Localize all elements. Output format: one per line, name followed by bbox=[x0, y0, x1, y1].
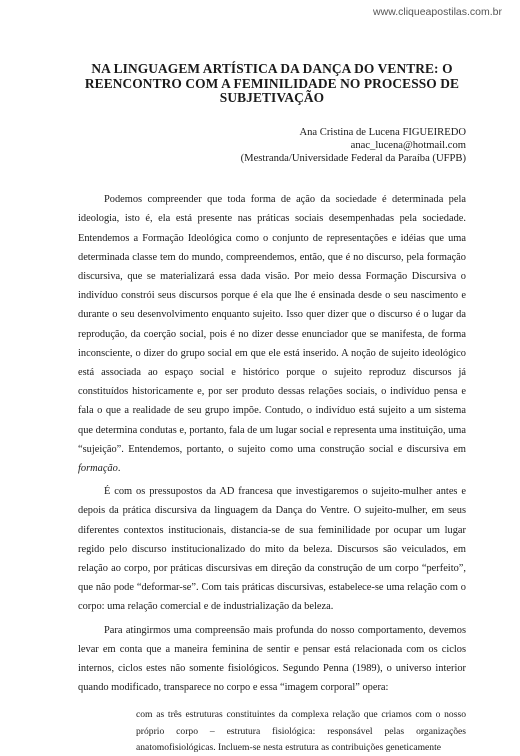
paragraph-1-emphasis: formação bbox=[78, 462, 118, 474]
document-page bbox=[78, 62, 466, 756]
author-name: Ana Cristina de Lucena FIGUEIREDO bbox=[299, 126, 466, 138]
author-block bbox=[78, 126, 466, 166]
site-url: www.cliqueapostilas.com.br bbox=[373, 6, 502, 18]
title-line-1: NA LINGUAGEM ARTÍSTICA DA DANÇA DO VENTRE: O bbox=[91, 61, 453, 76]
document-title bbox=[78, 62, 466, 106]
title-line-2: REENCONTRO COM A FEMINILIDADE NO PROCESSO DE bbox=[84, 75, 460, 91]
paragraph-2: É com os pressupostos da AD francesa que investigaremos o sujeito-mulher antes e depois da prática discursiva da linguagem da Dança do Ventre. O sujeito-mulher, em seus diferentes contextos institucionais, distancia-se de sua feminilidade por ocupar um lugar regido pelo discurso institucionalizado do mito da beleza. Discursos são veiculados, em relação ao corpo, por práticas discursivas em direção da construção de um corpo “perfeito”, que não pode “deformar-se”. Com tais práticas discursivas, estabelece-se uma relação com o corpo: uma relação comercial e de industrialização da beleza. bbox=[78, 486, 466, 613]
paragraph-1-text: Podemos compreender que toda forma de ação da sociedade é determinada pela ideologia, isto é, ela está presente nas práticas sociais desempenhadas pela sociedade. Entendemos a Formação Ideológica como o conjunto de representações e idéias que uma determinada classe tem do mundo, compreendemos, então, que é no discurso, pela formação discursiva, que se materializará essa dada visão. Por meio dessa Formação Discursiva o indivíduo constrói seus discursos porque é ela que lhe é ensinada desde o seu nascimento e durante o seu desenvolvimento enquanto sujeito. Isso quer dizer que o discurso é o lugar da reprodução, da coerção social, pois é no dizer desse enunciador que se manifesta, de forma inconsciente, o dizer do grupo social em que ele está inserido. A noção de sujeito ideológico está associada ao espaço social e histórico porque o sujeito reproduz discursos já constituídos historicamente e, por ser produto dessas relações sociais, o indivíduo pensa e fala o que a realidade de seu grupo impõe. Contudo, o indivíduo está sujeito a um sistema que determina condutas e, portanto, fala de um lugar social e representa uma instituição, uma “sujeição”. Entendemos, portanto, o sujeito como uma construção social e discursiva em bbox=[78, 194, 466, 455]
body-text bbox=[78, 190, 466, 697]
paragraph-1-end: . bbox=[117, 462, 121, 474]
paragraph-3: Para atingirmos uma compreensão mais profunda do nosso comportamento, devemos levar em conta que a maneira feminina de sentir e pensar está relacionada com os ciclos internos, ciclos estes não somente fisiológicos. Segundo Penna (1989), o universo interior quando modificado, transparece no corpo e essa “imagem corporal” opera: bbox=[78, 624, 466, 694]
author-affiliation: (Mestranda/Universidade Federal da Paraíba (UFPB) bbox=[240, 152, 466, 164]
author-email: anac_lucena@hotmail.com bbox=[350, 139, 466, 151]
paragraph-1 bbox=[78, 190, 466, 478]
title-line-3: SUBJETIVAÇÃO bbox=[219, 90, 325, 105]
block-quote: com as três estruturas constituintes da complexa relação que criamos com o nosso próprio corpo – estrutura fisiológica: responsável pelas organizações anatomofisiológicas. Incluem-se nesta estrutura as contribuições geneticamente bbox=[136, 709, 466, 753]
